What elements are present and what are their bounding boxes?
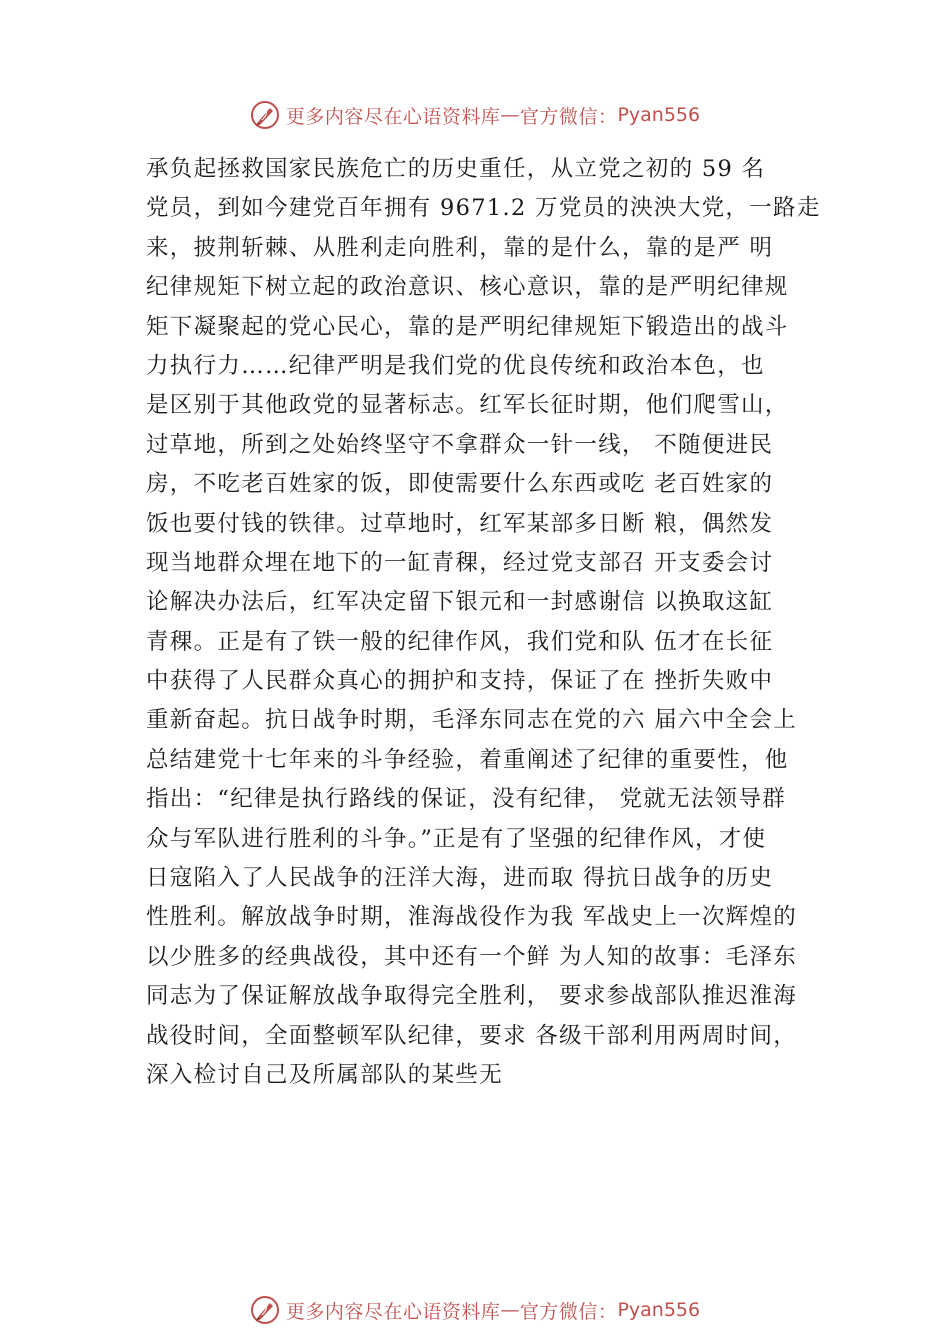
body-line: 是区别于其他政党的显著标志。红军长征时期，他们爬雪山， [146, 392, 789, 419]
body-line: 论解决办法后，红军决定留下银元和一封感谢信 以换取这缸 [146, 589, 774, 616]
footer-brand-text: 更多内容尽在心语资料库 [285, 1300, 501, 1323]
body-line: 矩下凝聚起的党心民心，靠的是严明纪律规矩下锻造出的战斗 [146, 313, 789, 340]
body-line: 重新奋起。抗日战争时期，毛泽东同志在党的六 届六中全会上 [146, 707, 798, 734]
body-line: 同志为了保证解放战争取得完全胜利， 要求参战部队推迟淮海 [146, 983, 798, 1010]
body-line: 承负起拯救国家民族危亡的历史重任，从立党之初的 59 名 [146, 156, 766, 182]
header-banner [0, 95, 950, 135]
header-separator: — [500, 104, 520, 126]
footer-separator: — [500, 1299, 520, 1321]
body-line: 现当地群众埋在地下的一缸青稞，经过党支部召 开支委会讨 [146, 549, 774, 576]
body-line: 来，披荆斩棘、从胜利走向胜利，靠的是什么，靠的是严 明 [146, 234, 774, 261]
body-line: 战役时间，全面整顿军队纪律，要求 各级干部利用两周时间， [146, 1022, 798, 1049]
body-line: 众与军队进行胜利的斗争。”正是有了坚强的纪律作风，才使 [146, 825, 767, 852]
body-line: 房，不吃老百姓家的饭，即使需要什么东西或吃 老百姓家的 [146, 471, 774, 498]
footer-wechat-label: 官方微信： [519, 1300, 618, 1323]
body-line: 青稞。正是有了铁一般的纪律作风，我们党和队 伍才在长征 [146, 628, 774, 655]
header-wechat-label: 官方微信： [519, 105, 618, 128]
header-wechat-id: Pyan556 [617, 104, 701, 126]
header-brand-text: 更多内容尽在心语资料库 [285, 105, 501, 128]
body-line: 深入检讨自己及所属部队的某些无 [146, 1061, 504, 1088]
body-line: 饭也要付钱的铁律。过草地时，红军某部多日断 粮，偶然发 [146, 510, 774, 537]
body-line: 以少胜多的经典战役，其中还有一个鲜 为人知的故事：毛泽东 [146, 943, 798, 970]
footer-banner [0, 1290, 950, 1330]
body-line: 纪律规矩下树立起的政治意识、核心意识，靠的是严明纪律规 [146, 274, 789, 301]
quill-pen-logo-icon [250, 100, 280, 130]
body-line: 总结建党十七年来的斗争经验，着重阐述了纪律的重要性，他 [146, 746, 789, 773]
body-line: 过草地，所到之处始终坚守不拿群众一针一线， 不随便进民 [146, 431, 774, 458]
quill-pen-logo-icon [250, 1295, 280, 1325]
body-line: 中获得了人民群众真心的拥护和支持，保证了在 挫折失败中 [146, 668, 774, 695]
document-body [146, 150, 836, 1095]
body-line: 力执行力……纪律严明是我们党的优良传统和政治本色，也 [146, 352, 765, 379]
body-line: 日寇陷入了人民战争的汪洋大海，进而取 得抗日战争的历史 [146, 865, 774, 892]
body-line: 党员，到如今建党百年拥有 9671.2 万党员的泱泱大党，一路走 [146, 195, 821, 222]
footer-wechat-id: Pyan556 [617, 1299, 701, 1321]
body-line: 性胜利。解放战争时期，淮海战役作为我 军战史上一次辉煌的 [146, 904, 798, 931]
body-line: 指出：“纪律是执行路线的保证，没有纪律， 党就无法领导群 [146, 786, 787, 813]
